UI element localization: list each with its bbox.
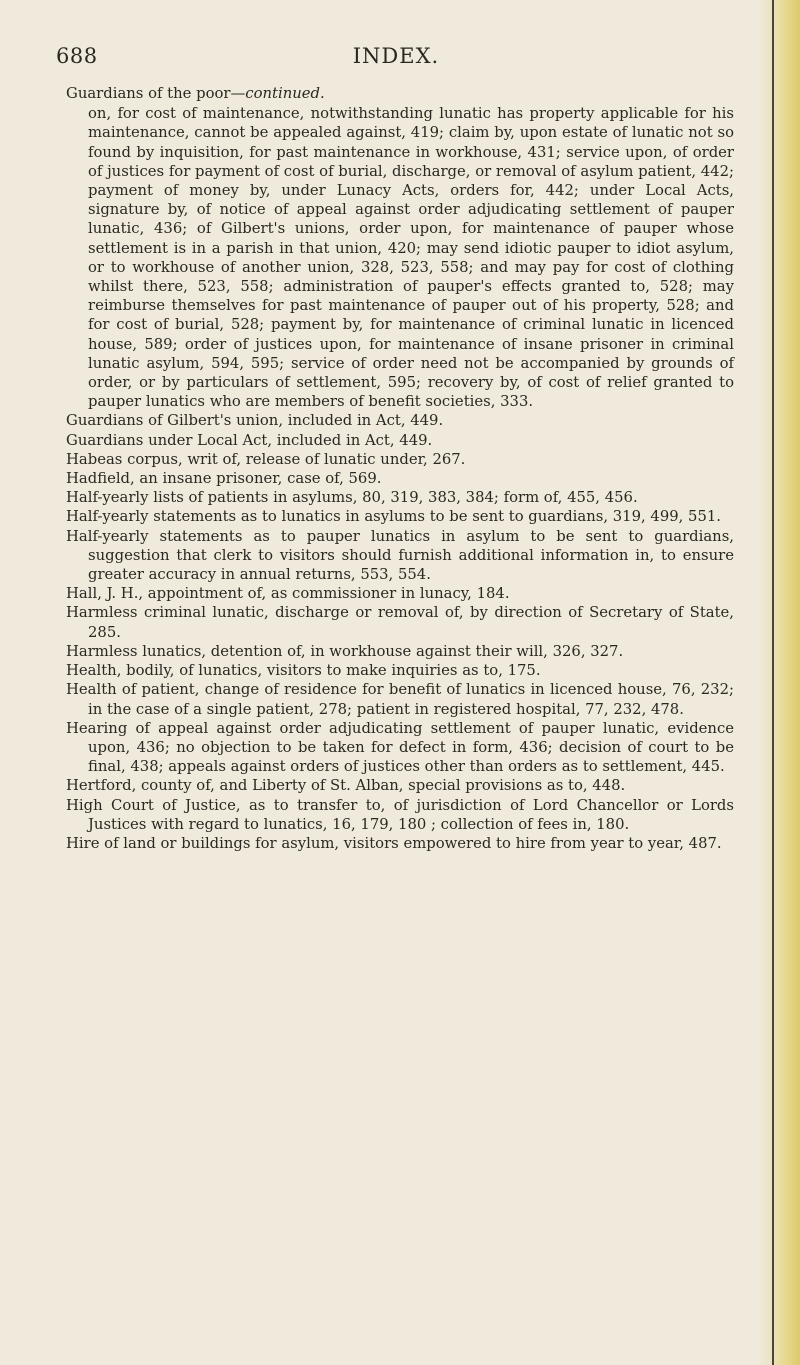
index-entry: Habeas corpus, writ of, release of lunatic under, 267. [66, 450, 466, 468]
index-entry: Half-yearly statements as to pauper lunatics in asylum to be sent to guardians, suggestion that clerk to visitors should furnish additional information in, to ensure greater accuracy in annual returns, 553, 554. [66, 527, 734, 584]
index-entry: Hall, J. H., appointment of, as commissioner in lunacy, 184. [66, 585, 510, 603]
page-number: 688 [56, 44, 98, 68]
index-entry: High Court of Justice, as to transfer to, of jurisdiction of Lord Chancellor or Lords Justices with regard to lunatics, 16, 179, 180 ; collection of fees in, 180. [66, 796, 734, 833]
continued-note: continued. [245, 85, 325, 102]
index-entry: Health of patient, change of residence for benefit of lunatics in licenced house, 76, 232; in the case of a single patient, 278; patient in registered hospital, 77, 232, 478. [66, 681, 734, 718]
index-entry: Half-yearly lists of patients in asylums, 80, 319, 383, 384; form of, 455, 456. [66, 489, 638, 507]
index-entry: Harmless lunatics, detention of, in workhouse against their will, 326, 327. [66, 642, 624, 660]
index-entry: Guardians under Local Act, included in Act, 449. [66, 431, 433, 449]
page-edge [758, 0, 800, 1365]
index-entry: Harmless criminal lunatic, discharge or removal of, by direction of Secretary of State, 285. [66, 604, 734, 641]
index-entry: Health, bodily, of lunatics, visitors to make inquiries as to, 175. [66, 662, 541, 680]
continued-heading [66, 84, 734, 103]
index-entry: Half-yearly statements as to lunatics in asylums to be sent to guardians, 319, 499, 551. [66, 508, 722, 526]
index-entry: Guardians of Gilbert's union, included in Act, 449. [66, 412, 444, 430]
index-entry: Hearing of appeal against order adjudicating settlement of pauper lunatic, evidence upon, 436; no objection to be taken for defect in form, 436; decision of court to be final, 438; appeals against orders of justices other than orders as to settlement, 445. [66, 719, 734, 776]
binding-line [772, 0, 774, 1365]
index-entry: on, for cost of maintenance, notwithstanding lunatic has property applicable for his maintenance, cannot be appealed against, 419; claim by, upon estate of lunatic not so found by inquisition, for past maintenance in workhouse, 431; service upon, of order of justices for payment of cost of burial, discharge, or removal of asylum patient, 442; payment of money by, under Lunacy Acts, orders for, 442; under Local Acts, signature by, of notice of appeal against order adjudicating settlement of pauper lunatic, 436; of Gilbert's unions, order upon, for maintenance of pauper whose settlement is in a parish in that union, 420; may send idiotic pauper to idiot asylum, or to workhouse of another union, 328, 523, 558; and may pay for cost of clothing whilst there, 523, 558; administration of pauper's effects granted to, 528; may reimburse themselves for past maintenance of pauper out of his property, 528; and for cost of burial, 528; payment by, for maintenance of criminal lunatic in licenced house, 589; order of justices upon, for maintenance of insane prisoner in criminal lunatic asylum, 594, 595; service of order need not be accompanied by grounds of order, or by particulars of settlement, 595; recovery by, of cost of relief granted to pauper lunatics who are members of benefit societies, 333. [88, 105, 734, 411]
heading-term: Guardians of the poor— [66, 85, 246, 102]
index-entry: Hadfield, an insane prisoner, case of, 569. [66, 470, 382, 488]
running-head: INDEX. [352, 44, 440, 68]
index-content [66, 84, 734, 853]
page-header [56, 44, 736, 74]
index-entry: Hertford, county of, and Liberty of St. Alban, special provisions as to, 448. [66, 777, 626, 795]
index-entry: Hire of land or buildings for asylum, visitors empowered to hire from year to year, 487. [66, 834, 722, 852]
